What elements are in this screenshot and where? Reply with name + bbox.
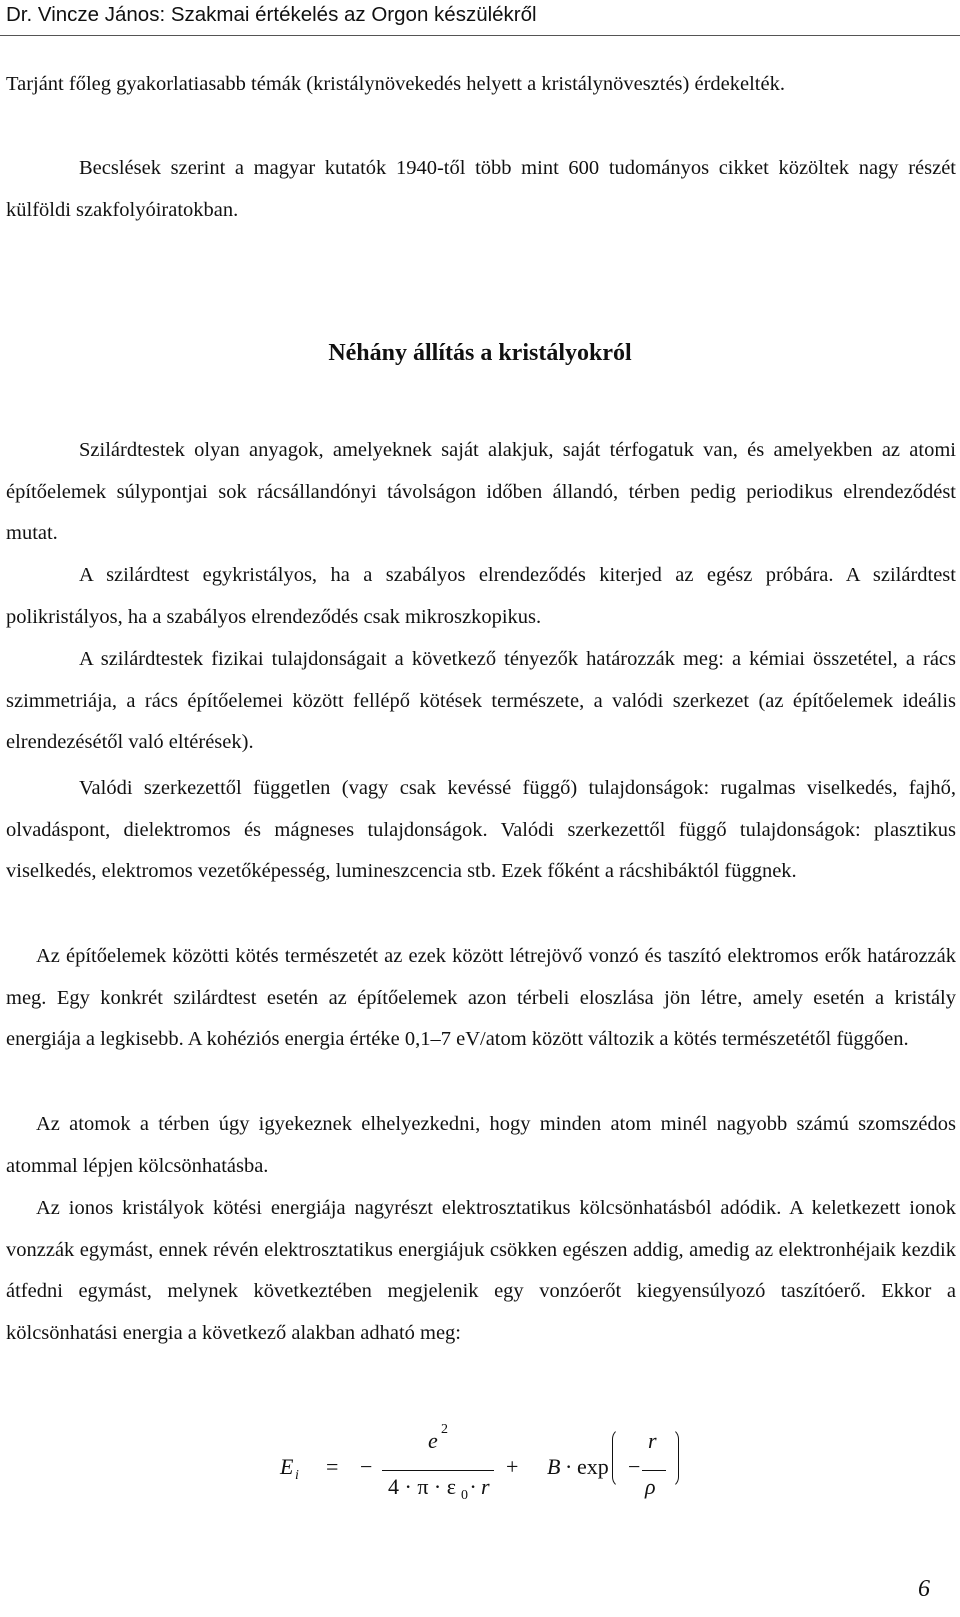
paragraph-3: A szilárdtestek fizikai tulajdonságait a következő tényezők határozzák meg: a kémiai összetétel, a rács szimmetriája, a rács építőelemei között fellépő kötések természete, a valódi szerkezet (az építőelemek ideális elrendezésétől való eltérések). <box>6 648 956 754</box>
intro-paragraph-1: Tarjánt főleg gyakorlatiasabb témák (kristálynövekedés helyett a kristálynövesztés) érdekelték. <box>6 73 785 95</box>
paragraph-1: Szilárdtestek olyan anyagok, amelyeknek saját alakjuk, saját térfogatuk van, és amelyekben az atomi építőelemek súlypontjai sok rácsállandónyi távolságon időben állandó, térben pedig periodikus elrendeződést mutat. <box>6 439 956 545</box>
formula-left-paren <box>612 1428 623 1488</box>
formula-minus-sign: − <box>360 1454 373 1479</box>
paragraph-2: A szilárdtest egykristályos, ha a szabályos elrendeződés kiterjed az egész próbára. A szilárdtest polikristályos, ha a szabályos elrendeződés csak mikroszkopikus. <box>6 564 956 628</box>
formula-denominator-2: ρ <box>645 1474 656 1499</box>
formula-dot: · <box>565 1454 573 1479</box>
header-rule <box>0 35 960 36</box>
formula-plus: + <box>506 1454 519 1479</box>
formula-exp: exp <box>577 1454 609 1479</box>
formula-lhs-subscript: i <box>295 1468 299 1483</box>
intro-paragraph-2: Becslések szerint a magyar kutatók 1940-től több mint 600 tudományos cikket közöltek nagy részét külföldi szakfolyóiratokban. <box>6 157 956 221</box>
formula-denominator-subscript: 0 <box>461 1488 468 1503</box>
formula-numerator-2: r <box>648 1428 657 1453</box>
formula-lhs: E <box>280 1454 294 1479</box>
paragraph-7: Az ionos kristályok kötési energiája nagyrészt elektrosztatikus kölcsönhatásból adódik. A keletkezett ionok vonzzák egymást, ennek révén elektrosztatikus energiájuk csökken egészen addig, amedig az elektronhéjaik kezdik átfedni egymást, melynek következtében megjelenik egy vonzóerőt kiegyensúlyozó taszítóerő. Ekkor a kölcsönhatási energia a következő alakban adható meg: <box>6 1197 956 1345</box>
formula-equals: = <box>326 1454 339 1479</box>
formula-minus-sign-2: − <box>628 1454 641 1479</box>
section-title: Néhány állítás a kristályokról <box>328 340 632 366</box>
formula-denominator: 4 · π · ε <box>388 1474 456 1499</box>
paragraph-6: Az atomok a térben úgy igyekeznek elhelyezkedni, hogy minden atom minél nagyobb számú szomszédos atommal lépjen kölcsönhatásba. <box>6 1113 956 1177</box>
formula-denominator-r: · r <box>470 1474 490 1499</box>
formula-fraction-bar <box>382 1470 494 1471</box>
energy-formula <box>0 1422 960 1520</box>
formula-fraction-bar-2 <box>642 1470 666 1471</box>
page-number: 6 <box>918 1576 930 1602</box>
paragraph-5: Az építőelemek közötti kötés természetét az ezek között létrejövő vonzó és taszító elektromos erők határozzák meg. Egy konkrét szilárdtest esetén az építőelemek azon térbeli eloszlása jön létre, amely esetén a kristály energiája a legkisebb. A kohéziós energia értéke 0,1–7 eV/atom között változik a kötés természetétől függően. <box>6 945 956 1051</box>
paragraph-4: Valódi szerkezettől független (vagy csak kevéssé függő) tulajdonságok: rugalmas viselkedés, fajhő, olvadáspont, dielektromos és mágneses tulajdonságok. Valódi szerkezettől függő tulajdonságok: plasztikus viselkedés, elektromos vezetőképesség, lumineszcencia stb. Ezek főként a rácshibáktól függnek. <box>6 777 956 883</box>
formula-numerator-exponent: 2 <box>441 1422 448 1437</box>
formula-b: B <box>547 1454 561 1479</box>
formula-right-paren <box>668 1428 679 1488</box>
formula-numerator: e <box>428 1428 438 1453</box>
page-header: Dr. Vincze János: Szakmai értékelés az Orgon készülékről <box>6 3 537 26</box>
